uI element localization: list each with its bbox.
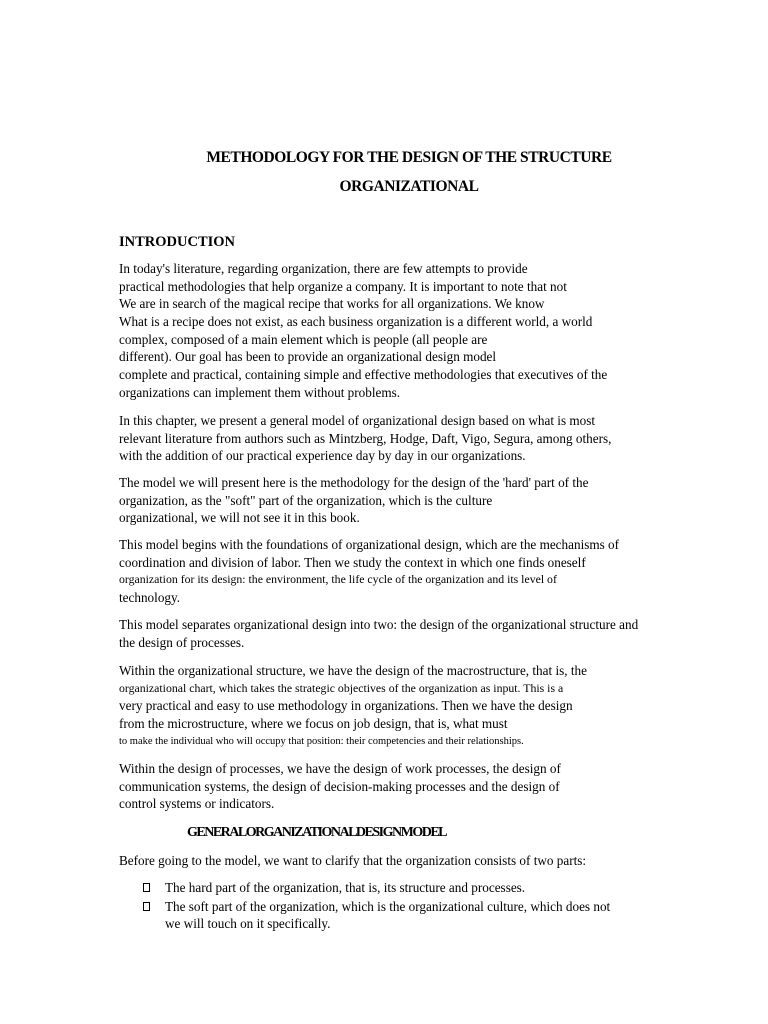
paragraph-line: Within the organizational structure, we have the design of the macrostructure, that is, the xyxy=(119,663,587,678)
section-heading: INTRODUCTION xyxy=(119,234,236,250)
paragraph-line: to make the individual who will occupy that position: their competencies and their relationships. xyxy=(119,735,524,747)
paragraph xyxy=(119,474,679,527)
paragraph-line: communication systems, the design of decision-making processes and the design of xyxy=(119,778,560,794)
paragraph xyxy=(119,412,679,465)
bullet-line: we will touch on it specifically. xyxy=(165,916,331,932)
document-title-line-2: ORGANIZATIONAL xyxy=(339,178,479,195)
bullet-line: The soft part of the organization, which is the organizational culture, which does not xyxy=(165,898,611,914)
paragraph xyxy=(119,662,679,750)
paragraph-line: In today's literature, regarding organization, there are few attempts to provide xyxy=(119,261,528,276)
bullet-item xyxy=(141,898,681,933)
paragraph-line: relevant literature from authors such as Mintzberg, Hodge, Daft, Vigo, Segura, among others, xyxy=(119,430,612,446)
paragraph-line: organizational, we will not see it in this book. xyxy=(119,510,360,526)
paragraph-line: organizations can implement them without problems. xyxy=(119,384,401,400)
paragraph-line: different). Our goal has been to provide an organizational design model xyxy=(119,349,497,365)
paragraph-line: coordination and division of labor. Then we study the context in which one finds oneself xyxy=(119,554,586,570)
paragraph-line: This model separates organizational design into two: the design of the organizational structure and xyxy=(119,617,639,632)
paragraph-line: In this chapter, we present a general model of organizational design based on what is most xyxy=(119,413,596,428)
paragraph xyxy=(119,760,679,813)
paragraph-line: What is a recipe does not exist, as each business organization is a different world, a world xyxy=(119,314,593,330)
bullet-box-icon xyxy=(143,902,150,911)
paragraph-line: complex, composed of a main element which is people (all people are xyxy=(119,331,488,347)
paragraph-line: Within the design of processes, we have the design of work processes, the design of xyxy=(119,761,561,776)
paragraph-line: control systems or indicators. xyxy=(119,796,275,812)
paragraph-line: organization for its design: the environment, the life cycle of the organization and its level of xyxy=(119,572,557,587)
bullet-list xyxy=(141,879,681,933)
paragraph-line: The model we will present here is the methodology for the design of the 'hard' part of the xyxy=(119,475,589,490)
paragraph-line: very practical and easy to use methodology in organizations. Then we have the design xyxy=(119,698,573,714)
bullet-box-icon xyxy=(143,883,150,892)
paragraph-line: organizational chart, which takes the strategic objectives of the organization as input. This is a xyxy=(119,680,564,695)
bullet-item xyxy=(141,879,681,897)
paragraph xyxy=(119,536,679,607)
paragraph-line: the design of processes. xyxy=(119,634,245,650)
document-title-line-1: METHODOLOGY FOR THE DESIGN OF THE STRUCTURE xyxy=(206,149,612,166)
paragraph xyxy=(119,260,679,402)
paragraph-line: complete and practical, containing simple and effective methodologies that executives of the xyxy=(119,367,608,383)
paragraph-line: from the microstructure, where we focus on job design, that is, what must xyxy=(119,716,508,732)
section-subheading: GENERALORGANIZATIONALDESIGNMODEL xyxy=(187,825,447,840)
paragraph-line: practical methodologies that help organize a company. It is important to note that not xyxy=(119,278,567,294)
paragraph xyxy=(119,616,679,651)
paragraph xyxy=(119,852,679,870)
paragraph-line: organization, as the "soft" part of the organization, which is the culture xyxy=(119,492,493,508)
paragraph-line: We are in search of the magical recipe that works for all organizations. We know xyxy=(119,296,545,312)
paragraph-line: This model begins with the foundations of organizational design, which are the mechanisms of xyxy=(119,537,620,552)
paragraph-line: technology. xyxy=(119,590,181,606)
bullet-line: The hard part of the organization, that is, its structure and processes. xyxy=(165,880,526,895)
paragraph-line: Before going to the model, we want to clarify that the organization consists of two parts: xyxy=(119,853,587,868)
paragraph-line: with the addition of our practical experience day by day in our organizations. xyxy=(119,448,526,464)
